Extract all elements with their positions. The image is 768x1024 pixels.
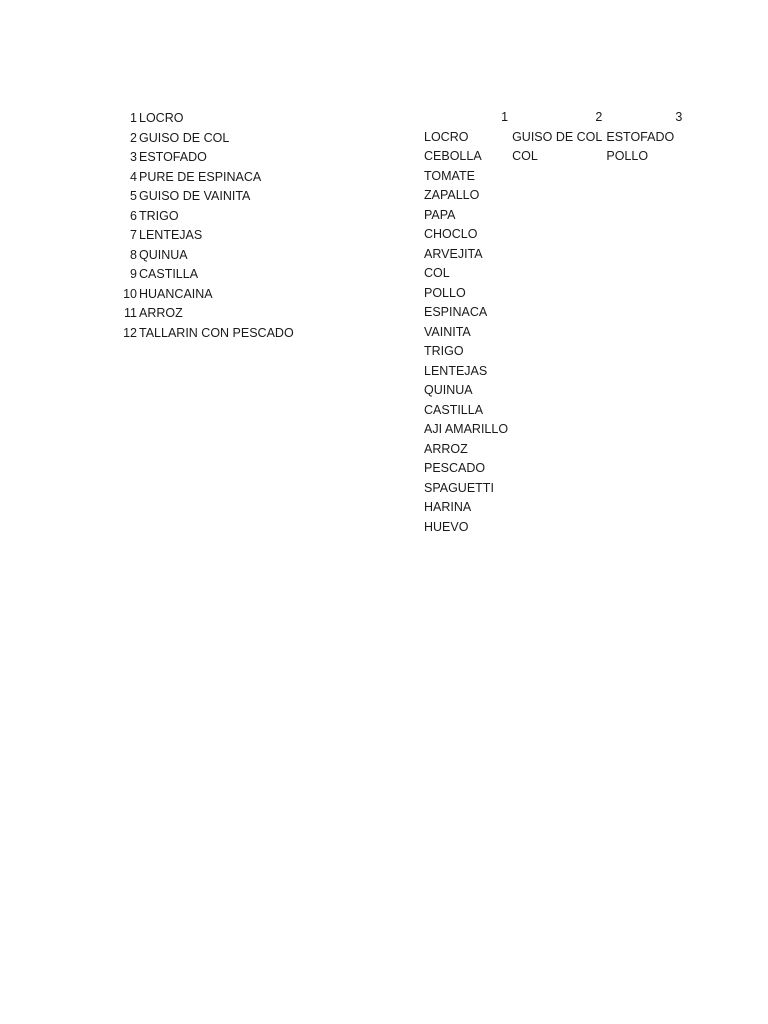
table-row [420,186,682,206]
table-cell: PESCADO [424,461,486,475]
dish-number: 4 [130,169,137,184]
table-cell [602,459,682,479]
table-cell [602,264,682,284]
table-cell: POLLO [606,149,649,163]
list-item [118,285,294,305]
table-cell [508,342,602,362]
table-cell [602,167,682,187]
table-row [420,420,682,440]
dish-name: LOCRO [139,111,184,125]
table-cell [602,498,682,518]
dish-number: 8 [130,247,137,262]
dish-number: 6 [130,208,137,223]
table-cell: TRIGO [424,344,464,358]
table-row [420,518,682,538]
dish-name: TALLARIN CON PESCADO [139,325,294,340]
table-cell [508,498,602,518]
table-cell [508,264,602,284]
table-cell [508,440,602,460]
table-row [420,459,682,479]
table-cell: PAPA [424,207,456,222]
table-cell [602,225,682,245]
table-row [420,401,682,421]
ingredient-table [420,108,682,537]
list-item [118,187,294,207]
dish-name: HUANCAINA [139,286,213,301]
dish-number: 2 [130,130,137,145]
table-cell [602,479,682,499]
table-cell: CHOCLO [424,227,478,241]
table-cell [602,284,682,304]
table-cell [508,186,602,206]
table-cell [602,303,682,323]
table-row [420,128,682,148]
table-cell [602,342,682,362]
table-row [420,498,682,518]
table-row [420,264,682,284]
table-cell [602,440,682,460]
table-cell: CEBOLLA [424,149,482,163]
table-row [420,323,682,343]
table-cell [602,362,682,382]
dish-name: PURE DE ESPINACA [139,169,262,184]
table-cell: LOCRO [424,129,469,144]
list-item [118,304,294,324]
table-cell [602,518,682,538]
table-cell [602,323,682,343]
dish-number: 11 [124,306,137,320]
list-item [118,109,294,129]
list-item [118,226,294,246]
table-cell: ESPINACA [424,305,488,319]
dish-name: GUISO DE COL [139,130,230,145]
table-cell: HARINA [424,500,472,514]
table-row [420,479,682,499]
list-item [118,168,294,188]
table-cell: TOMATE [424,168,475,183]
table-cell [508,420,602,440]
table-row [420,440,682,460]
column-header: 1 [501,110,509,124]
table-cell [602,401,682,421]
table-row [420,284,682,304]
table-cell: COL [512,149,538,163]
table-cell [508,206,602,226]
table-cell [508,225,602,245]
list-item [118,148,294,168]
dish-number: 9 [130,267,137,281]
table-cell: ESTOFADO [606,129,675,144]
table-cell [508,401,602,421]
table-cell [508,459,602,479]
table-row [420,167,682,187]
table-cell [602,186,682,206]
table-cell: VAINITA [424,324,471,339]
table-cell [602,245,682,265]
dish-name: LENTEJAS [139,228,203,242]
table-row [420,147,682,167]
dish-number: 12 [123,325,137,340]
table-cell [508,362,602,382]
table-cell [508,303,602,323]
table-cell [602,420,682,440]
dish-name: ARROZ [139,306,183,320]
table-cell: QUINUA [424,383,473,397]
list-item [118,207,294,227]
dish-list [118,109,294,343]
table-cell: ARROZ [424,441,468,456]
dish-name: TRIGO [139,208,179,223]
table-cell [508,479,602,499]
table-cell [508,381,602,401]
table-row [420,362,682,382]
table-cell [508,323,602,343]
column-header: 2 [595,110,603,124]
table-cell: COL [424,266,450,280]
dish-number: 1 [130,111,137,125]
table-row [420,225,682,245]
table-cell: LENTEJAS [424,363,488,378]
table-cell [508,518,602,538]
dish-number: 7 [130,228,137,242]
table-body [420,128,682,538]
list-item [118,246,294,266]
table-cell [602,206,682,226]
table-header-row [420,108,682,128]
dish-number: 10 [123,286,137,301]
table-row [420,303,682,323]
table-row [420,381,682,401]
table-cell [508,284,602,304]
dish-name: CASTILLA [139,267,199,281]
table-row [420,342,682,362]
table-cell: SPAGUETTI [424,480,494,495]
table-cell [508,245,602,265]
dish-number: 3 [130,150,137,164]
table-cell: AJI AMARILLO [424,422,509,436]
dish-name: GUISO DE VAINITA [139,189,251,203]
table-cell: POLLO [424,285,466,300]
list-item [118,265,294,285]
table-cell: GUISO DE COL [512,129,603,144]
dish-name: ESTOFADO [139,150,207,164]
table-cell: HUEVO [424,519,469,534]
table-row [420,245,682,265]
dish-number: 5 [130,189,137,203]
table-cell: CASTILLA [424,402,484,417]
table-cell [508,167,602,187]
table-cell: ZAPALLO [424,188,480,202]
list-item [118,129,294,149]
table-cell [602,381,682,401]
list-item [118,324,294,344]
dish-name: QUINUA [139,247,188,262]
column-header: 3 [675,110,683,124]
table-cell: ARVEJITA [424,246,483,261]
table-row [420,206,682,226]
